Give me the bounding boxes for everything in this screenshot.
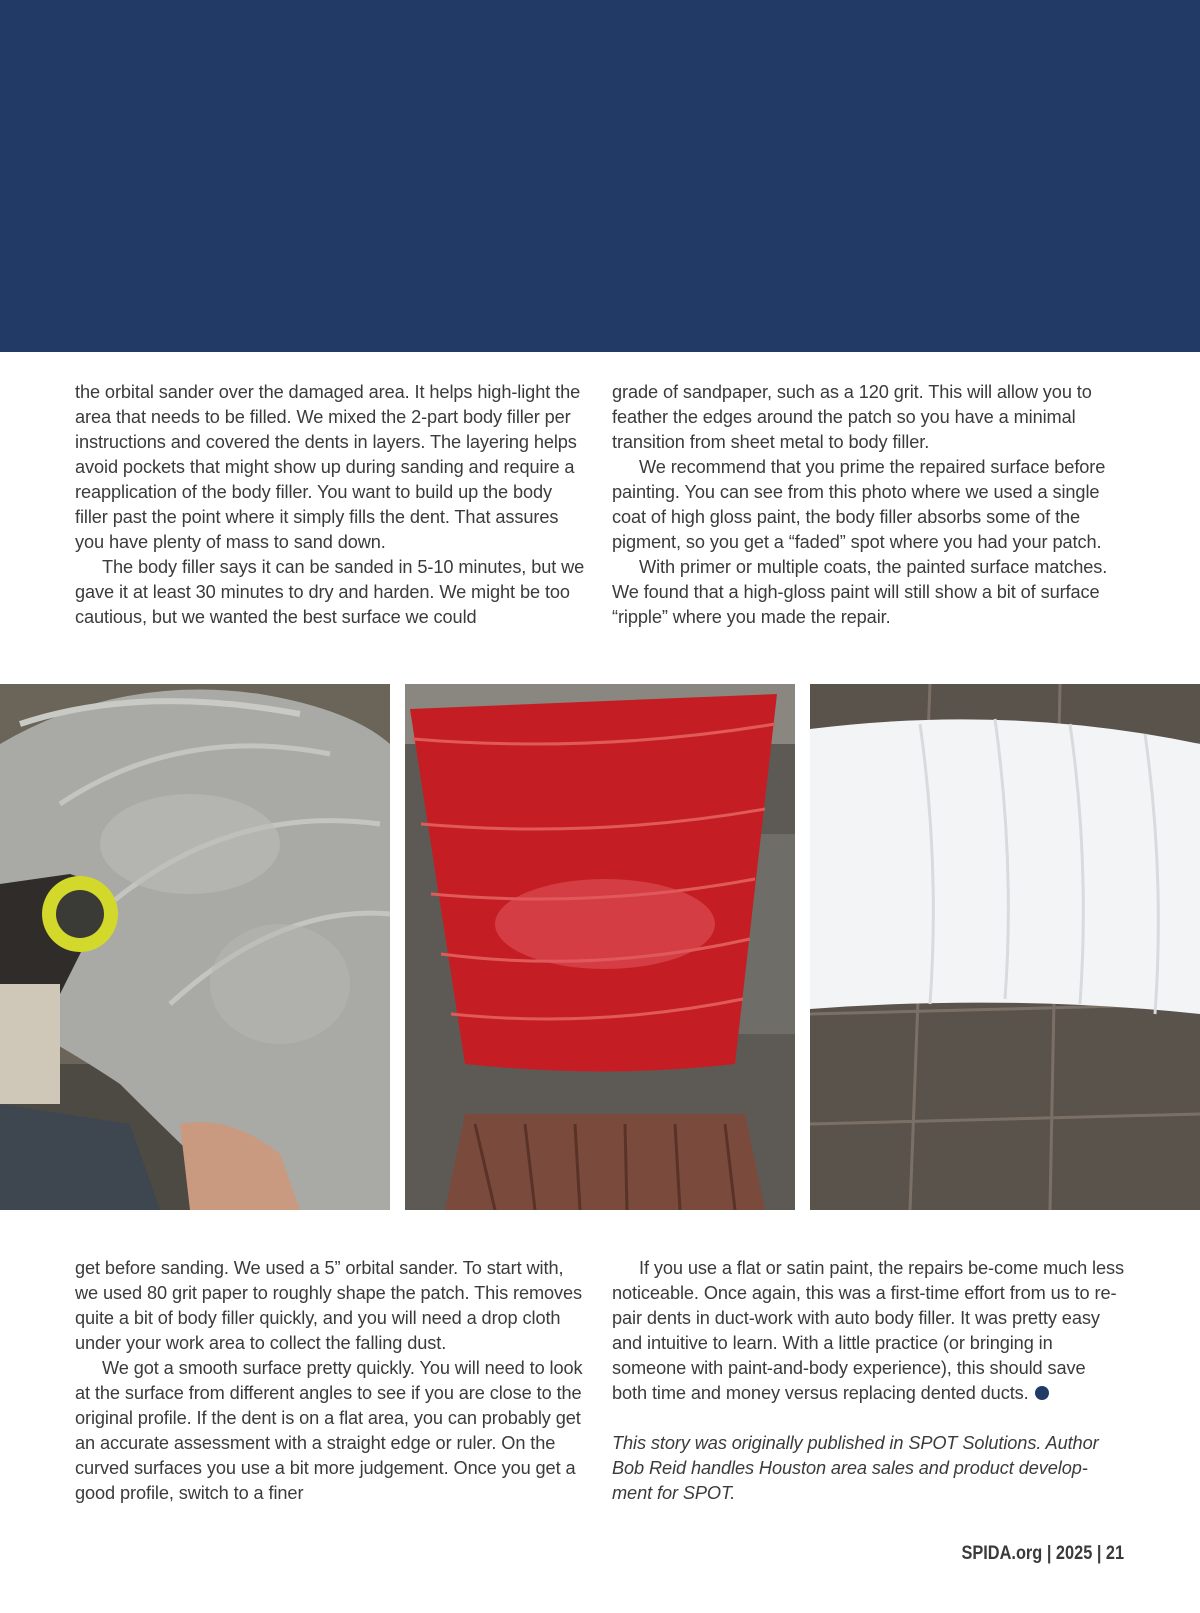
paragraph: The body filler says it can be sanded in 5-10 minutes, but we gave it at least 30 minutes to dry and harden. We might be too cautious, but we wanted the best surface we could [75,557,585,627]
article-column-bottom-left [75,1256,587,1506]
paragraph: We got a smooth surface pretty quickly. You will need to look at the surface from different angles to see if you are close to the original profile. If the dent is on a flat area, you can probably get an accurate assessment with a straight edge or ruler. On the curved surfaces you use a bit more judgement. Once you get a good profile, switch to a finer [75,1358,583,1503]
paragraph: With primer or multiple coats, the painted surface matches. We found that a high-gloss paint will still show a bit of surface “ripple” where you made the repair. [612,557,1108,627]
paragraph [612,1256,1124,1406]
author-credit: This story was originally published in SPOT Solutions. Author Bob Reid handles Houston area sales and product develop-ment for SPOT. [612,1433,1099,1503]
end-of-story-icon [1035,1386,1049,1400]
paragraph-text: If you use a flat or satin paint, the repairs be-come much less noticeable. Once again, this was a first-time effort from us to re-pair dents in duct-work with auto body filler. It was pretty easy and intuitive to learn. With a little practice (or bringing in someone with paint-and-body experience), this should save both time and money versus replacing dented ducts. [612,1258,1125,1403]
paragraph: We recommend that you prime the repaired surface before painting. You can see from this photo where we used a single coat of high gloss paint, the body filler absorbs some of the pigment, so you get a “faded” spot where you had your patch. [612,457,1106,552]
page-footer: SPIDA.org | 2025 | 21 [961,1543,1124,1564]
paragraph: grade of sandpaper, such as a 120 grit. This will allow you to feather the edges around the patch so you have a minimal transition from sheet metal to body filler. [612,382,1092,452]
photo-white-duct [810,684,1200,1210]
top-color-banner [0,0,1200,352]
paragraph: get before sanding. We used a 5” orbital sander. To start with, we used 80 grit paper to roughly shape the patch. This removes quite a bit of body filler quickly, and you will need a drop cloth under your work area to collect the falling dust. [75,1258,583,1353]
photo-sanding-duct [0,684,390,1210]
paragraph: the orbital sander over the damaged area. It helps high-light the area that needs to be filled. We mixed the 2-part body filler per instructions and covered the dents in layers. The layering helps avoid pockets that might show up during sanding and require a reapplication of the body filler. You want to build up the body filler past the point where it simply fills the dent. That assures you have plenty of mass to sand down. [75,382,581,552]
article-column-top-right [612,380,1124,630]
article-column-top-left [75,380,587,630]
article-column-bottom-right [612,1256,1124,1506]
photo-red-duct [405,684,795,1210]
